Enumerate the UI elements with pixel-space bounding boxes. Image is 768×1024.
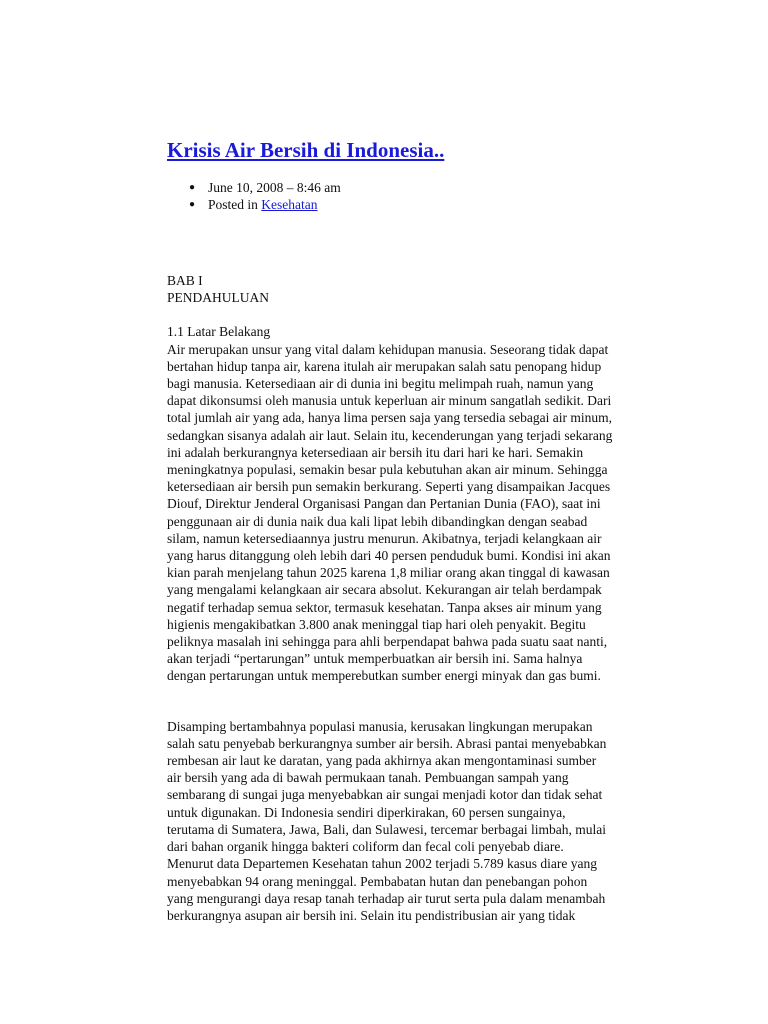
text-line: bagi manusia. Ketersediaan air di dunia ini begitu melimpah ruah, namun yang [167, 376, 594, 392]
text-line: bertahan hidup tanpa air, karena itulah air merupakan salah satu penopang hidup [167, 358, 602, 374]
paragraph-1 [167, 341, 637, 685]
text-line: yang mengalami kelangkaan air secara absolut. Kekurangan air telah berdampak [167, 582, 602, 598]
text-line: total jumlah air yang ada, hanya lima persen saja yang tersedia sebagai air minum, [167, 410, 612, 426]
text-line: ini adalah berkurangnya ketersediaan air bersih itu dari hari ke hari. Semakin [167, 444, 584, 460]
text-line: Air merupakan unsur yang vital dalam kehidupan manusia. Seseorang tidak dapat [167, 341, 609, 357]
text-line: yang harus ditanggung oleh lebih dari 40 persen penduduk bumi. Kondisi ini akan [167, 548, 611, 564]
article-body [167, 272, 637, 924]
text-line: dengan pertarungan untuk memperebutkan sumber energi minyak dan gas bumi. [167, 668, 601, 684]
text-line: negatif terhadap semua sektor, termasuk kesehatan. Tanpa akses air minum yang [167, 599, 602, 615]
article [167, 138, 637, 924]
text-line: Diouf, Direktur Jenderal Organisasi Pangan dan Pertanian Dunia (FAO), saat ini [167, 496, 601, 512]
bullet-icon: ● [189, 199, 196, 210]
text-line: penggunaan air di dunia naik dua kali lipat lebih dibandingkan dengan seabad [167, 513, 588, 529]
text-line: akan terjadi “pertarungan” untuk memperbuatkan air bersih ini. Sama halnya [167, 651, 583, 667]
text-line: Menurut data Departemen Kesehatan tahun 2002 terjadi 5.789 kasus diare yang [167, 856, 597, 872]
text-line: untuk digunakan. Di Indonesia sendiri diperkirakan, 60 persen sungainya, [167, 804, 566, 820]
post-meta-list [167, 179, 637, 213]
chapter-heading: PENDAHULUAN [167, 290, 269, 306]
post-date-item [189, 179, 637, 196]
text-line: silam, namun ketersediaannya justru menurun. Akibatnya, terjadi kelangkaan air [167, 530, 602, 546]
bullet-icon: ● [189, 182, 196, 193]
text-line: terutama di Sumatera, Jawa, Bali, dan Sulawesi, tercemar berbagai limbah, mulai [167, 821, 606, 837]
text-line: ketersediaan air bersih pun semakin berkurang. Seperti yang disampaikan Jacques [167, 479, 611, 495]
post-category-item [189, 196, 637, 213]
post-date: June 10, 2008 – 8:46 am [208, 180, 341, 195]
text-line: peliknya masalah ini sehingga para ahli berpendapat bahwa pada suatu saat nanti, [167, 634, 608, 650]
text-line: sembarang di sungai juga menyebabkan air sungai menjadi kotor dan tidak sehat [167, 787, 603, 803]
chapter-label: BAB I [167, 273, 203, 288]
text-line: yang mengurangi daya resap tanah terhadap air turut serta pula dalam menambah [167, 890, 606, 906]
text-line: meningkatnya populasi, semakin besar pula kebutuhan akan air minum. Sehingga [167, 462, 608, 478]
text-line: kian parah menjelang tahun 2025 karena 1,8 miliar orang akan tinggal di kawasan [167, 565, 610, 581]
text-line: menyebabkan 94 orang meninggal. Pembabatan hutan dan penebangan pohon [167, 873, 588, 889]
category-link[interactable]: Kesehatan [261, 197, 318, 212]
subsection-heading: 1.1 Latar Belakang [167, 324, 271, 340]
text-line: sedangkan sisanya adalah air laut. Selain itu, kecenderungan yang terjadi sekarang [167, 427, 613, 443]
text-line: higienis mengakibatkan 3.800 anak meninggal tiap hari oleh penyakit. Begitu [167, 616, 586, 632]
text-line: Disamping bertambahnya populasi manusia, kerusakan lingkungan merupakan [167, 718, 593, 734]
text-line: rembesan air laut ke daratan, yang pada akhirnya akan mengontaminasi sumber [167, 753, 597, 769]
posted-in-label: Posted in [208, 197, 262, 212]
text-line: dapat dikonsumsi oleh manusia untuk keperluan air minum sangatlah sedikit. Dari [167, 393, 612, 409]
paragraph-2 [167, 718, 637, 924]
text-line: salah satu penyebab berkurangnya sumber air bersih. Abrasi pantai menyebabkan [167, 735, 607, 751]
post-title-link[interactable]: Krisis Air Bersih di Indonesia.. [167, 138, 445, 162]
text-line: air bersih yang ada di bawah permukaan tanah. Pembuangan sampah yang [167, 770, 569, 786]
text-line: dari bahan organik hingga bakteri coliform dan fecal coli penyebab diare. [167, 839, 564, 855]
text-line: berkurangnya asupan air bersih ini. Selain itu pendistribusian air yang tidak [167, 907, 576, 923]
